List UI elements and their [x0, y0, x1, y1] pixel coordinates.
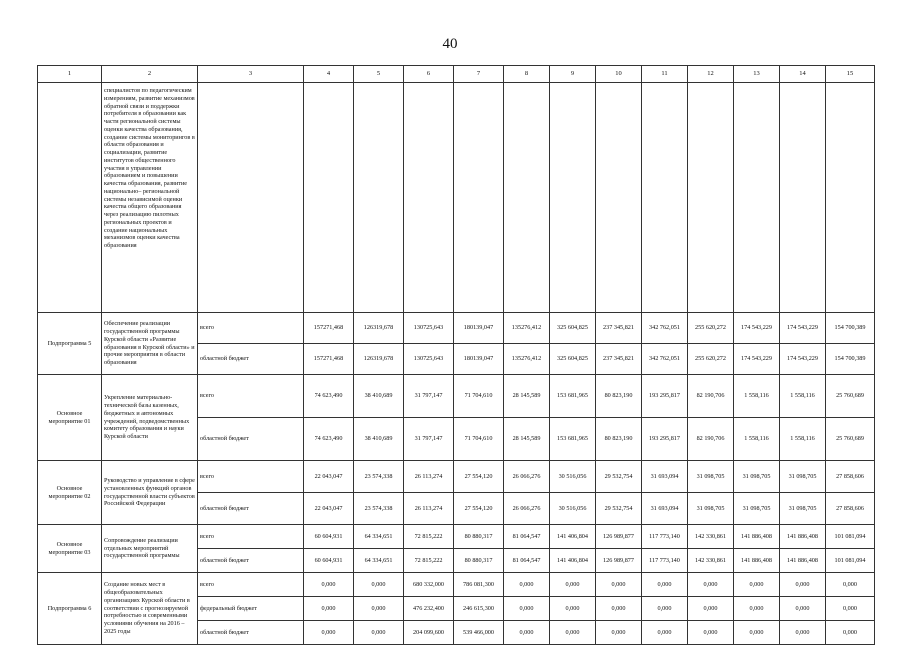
- value-cell: 0,000: [304, 597, 354, 621]
- value-cell: 130725,643: [404, 313, 454, 344]
- empty-cell: [826, 83, 875, 313]
- value-cell: 82 190,706: [688, 375, 734, 418]
- value-cell: 28 145,589: [504, 418, 550, 461]
- value-cell: 153 681,965: [550, 418, 596, 461]
- value-cell: 26 066,276: [504, 461, 550, 493]
- value-cell: 0,000: [304, 573, 354, 597]
- value-cell: 153 681,965: [550, 375, 596, 418]
- funding-source: всего: [198, 375, 304, 418]
- value-cell: 31 693,094: [642, 493, 688, 525]
- column-header: 12: [688, 66, 734, 83]
- value-cell: 29 532,754: [596, 461, 642, 493]
- value-cell: 38 410,689: [354, 375, 404, 418]
- value-cell: 1 558,116: [734, 375, 780, 418]
- section-description: Руководство и управление в сфере установленных функций органов государственной власти субъектов Российской Федерации: [102, 461, 198, 525]
- value-cell: 31 098,705: [734, 461, 780, 493]
- value-cell: 0,000: [826, 573, 875, 597]
- value-cell: 72 815,222: [404, 525, 454, 549]
- empty-cell: [198, 83, 304, 313]
- value-cell: 141 886,408: [780, 525, 826, 549]
- value-cell: 71 704,610: [454, 375, 504, 418]
- column-header: 5: [354, 66, 404, 83]
- section-label: Подпрограмма 6: [38, 573, 102, 645]
- value-cell: 126 989,877: [596, 525, 642, 549]
- section-description: Укрепление материально-технической базы казенных, бюджетных и автономных учреждений, подведомственных комитету образования и науки Курской области: [102, 375, 198, 461]
- empty-cell: [550, 83, 596, 313]
- value-cell: 101 081,094: [826, 549, 875, 573]
- column-header: 9: [550, 66, 596, 83]
- value-cell: 26 066,276: [504, 493, 550, 525]
- table-row: [38, 313, 875, 344]
- value-cell: 0,000: [826, 621, 875, 645]
- value-cell: 130725,643: [404, 344, 454, 375]
- value-cell: 0,000: [642, 597, 688, 621]
- value-cell: 135276,412: [504, 313, 550, 344]
- value-cell: 117 773,140: [642, 549, 688, 573]
- budget-table: [37, 65, 875, 645]
- value-cell: 80 823,190: [596, 375, 642, 418]
- value-cell: 0,000: [826, 597, 875, 621]
- section-label: Основное мероприятие 02: [38, 461, 102, 525]
- value-cell: 0,000: [780, 597, 826, 621]
- value-cell: 157271,468: [304, 313, 354, 344]
- column-header: 3: [198, 66, 304, 83]
- value-cell: 141 406,804: [550, 549, 596, 573]
- value-cell: 74 623,490: [304, 418, 354, 461]
- value-cell: 325 604,825: [550, 313, 596, 344]
- column-header: 13: [734, 66, 780, 83]
- value-cell: 193 295,817: [642, 418, 688, 461]
- value-cell: 786 081,300: [454, 573, 504, 597]
- value-cell: 26 113,274: [404, 493, 454, 525]
- value-cell: 237 345,821: [596, 313, 642, 344]
- value-cell: 23 574,338: [354, 493, 404, 525]
- funding-source: областной бюджет: [198, 344, 304, 375]
- row-label: [38, 83, 102, 313]
- column-header: 7: [454, 66, 504, 83]
- funding-source: областной бюджет: [198, 418, 304, 461]
- value-cell: 193 295,817: [642, 375, 688, 418]
- section-label: Основное мероприятие 01: [38, 375, 102, 461]
- value-cell: 126 989,877: [596, 549, 642, 573]
- value-cell: 0,000: [550, 573, 596, 597]
- column-header: 2: [102, 66, 198, 83]
- row-description: специалистов по педагогическим измерениям, развитие механизмов обратной связи и поддержки потребителя в образовании как части региональной системы оценки качества образования, создание системы мониторингов в области образования и социализации, развитие институтов общественного участия в управлении образованием и повышении качества образования, развитие национально– региональной системы независимой оценки качества общего образования через реализацию пилотных региональных проектов и создание национальных механизмов оценки качества образования: [102, 83, 198, 313]
- value-cell: 25 760,689: [826, 375, 875, 418]
- value-cell: 74 623,490: [304, 375, 354, 418]
- column-header: 11: [642, 66, 688, 83]
- value-cell: 0,000: [354, 621, 404, 645]
- value-cell: 27 858,606: [826, 461, 875, 493]
- value-cell: 174 543,229: [780, 344, 826, 375]
- value-cell: 154 700,389: [826, 313, 875, 344]
- value-cell: 680 332,000: [404, 573, 454, 597]
- table-row: [38, 573, 875, 597]
- value-cell: 476 232,400: [404, 597, 454, 621]
- column-header: 6: [404, 66, 454, 83]
- section-label: Основное мероприятие 03: [38, 525, 102, 573]
- empty-cell: [304, 83, 354, 313]
- value-cell: 0,000: [734, 573, 780, 597]
- value-cell: 27 858,606: [826, 493, 875, 525]
- funding-source: областной бюджет: [198, 493, 304, 525]
- value-cell: 180139,047: [454, 313, 504, 344]
- column-header: 1: [38, 66, 102, 83]
- value-cell: 117 773,140: [642, 525, 688, 549]
- value-cell: 0,000: [642, 621, 688, 645]
- value-cell: 0,000: [354, 597, 404, 621]
- value-cell: 0,000: [504, 621, 550, 645]
- value-cell: 80 880,317: [454, 549, 504, 573]
- value-cell: 141 406,804: [550, 525, 596, 549]
- column-header: 8: [504, 66, 550, 83]
- value-cell: 246 615,300: [454, 597, 504, 621]
- value-cell: 64 334,651: [354, 525, 404, 549]
- value-cell: 23 574,338: [354, 461, 404, 493]
- value-cell: 80 880,317: [454, 525, 504, 549]
- value-cell: 0,000: [734, 621, 780, 645]
- value-cell: 1 558,116: [780, 375, 826, 418]
- value-cell: 0,000: [504, 573, 550, 597]
- funding-source: всего: [198, 525, 304, 549]
- value-cell: 71 704,610: [454, 418, 504, 461]
- value-cell: 31 693,094: [642, 461, 688, 493]
- column-header: 4: [304, 66, 354, 83]
- value-cell: 26 113,274: [404, 461, 454, 493]
- value-cell: 1 558,116: [734, 418, 780, 461]
- section-label: Подпрограмма 5: [38, 313, 102, 375]
- value-cell: 142 330,861: [688, 549, 734, 573]
- value-cell: 31 098,705: [780, 461, 826, 493]
- table-row: [38, 461, 875, 493]
- empty-cell: [354, 83, 404, 313]
- value-cell: 31 797,147: [404, 375, 454, 418]
- value-cell: 0,000: [596, 597, 642, 621]
- value-cell: 0,000: [688, 597, 734, 621]
- value-cell: 126319,678: [354, 344, 404, 375]
- funding-source: областной бюджет: [198, 621, 304, 645]
- value-cell: 101 081,094: [826, 525, 875, 549]
- value-cell: 31 098,705: [734, 493, 780, 525]
- value-cell: 25 760,689: [826, 418, 875, 461]
- value-cell: 141 886,408: [780, 549, 826, 573]
- section-description: Создание новых мест в общеобразовательных организациях Курской области в соответствии с прогнозируемой потребностью и современными условиями обучения на 2016 – 2025 годы: [102, 573, 198, 645]
- funding-source: областной бюджет: [198, 549, 304, 573]
- value-cell: 31 098,705: [688, 493, 734, 525]
- value-cell: 255 620,272: [688, 344, 734, 375]
- page-number: 40: [442, 36, 458, 52]
- value-cell: 27 554,120: [454, 461, 504, 493]
- value-cell: 22 043,047: [304, 493, 354, 525]
- table-row: [38, 375, 875, 418]
- value-cell: 0,000: [504, 597, 550, 621]
- section-description: Обеспечение реализации государственной программы Курской области «Развитие образования в Курской области» и прочие мероприятия в области образования: [102, 313, 198, 375]
- header-row: [38, 66, 875, 83]
- continuation-row: [38, 83, 875, 313]
- value-cell: 81 064,547: [504, 549, 550, 573]
- value-cell: 0,000: [734, 597, 780, 621]
- value-cell: 72 815,222: [404, 549, 454, 573]
- value-cell: 64 334,651: [354, 549, 404, 573]
- value-cell: 0,000: [688, 621, 734, 645]
- value-cell: 0,000: [780, 573, 826, 597]
- funding-source: всего: [198, 313, 304, 344]
- column-header: 14: [780, 66, 826, 83]
- value-cell: 80 823,190: [596, 418, 642, 461]
- value-cell: 237 345,821: [596, 344, 642, 375]
- value-cell: 27 554,120: [454, 493, 504, 525]
- value-cell: 539 466,000: [454, 621, 504, 645]
- value-cell: 325 604,825: [550, 344, 596, 375]
- value-cell: 342 762,051: [642, 313, 688, 344]
- empty-cell: [504, 83, 550, 313]
- value-cell: 342 762,051: [642, 344, 688, 375]
- value-cell: 0,000: [550, 621, 596, 645]
- value-cell: 29 532,754: [596, 493, 642, 525]
- value-cell: 38 410,689: [354, 418, 404, 461]
- value-cell: 174 543,229: [734, 313, 780, 344]
- value-cell: 60 604,931: [304, 549, 354, 573]
- value-cell: 180139,047: [454, 344, 504, 375]
- column-header: 10: [596, 66, 642, 83]
- empty-cell: [688, 83, 734, 313]
- value-cell: 0,000: [688, 573, 734, 597]
- value-cell: 141 886,408: [734, 525, 780, 549]
- value-cell: 31 797,147: [404, 418, 454, 461]
- value-cell: 30 516,056: [550, 493, 596, 525]
- table-row: [38, 525, 875, 549]
- empty-cell: [404, 83, 454, 313]
- value-cell: 126319,678: [354, 313, 404, 344]
- value-cell: 0,000: [304, 621, 354, 645]
- value-cell: 28 145,589: [504, 375, 550, 418]
- funding-source: федеральный бюджет: [198, 597, 304, 621]
- value-cell: 157271,468: [304, 344, 354, 375]
- value-cell: 82 190,706: [688, 418, 734, 461]
- section-description: Сопровождение реализации отдельных мероприятий государственной программы: [102, 525, 198, 573]
- empty-cell: [454, 83, 504, 313]
- value-cell: 0,000: [596, 573, 642, 597]
- value-cell: 22 043,047: [304, 461, 354, 493]
- value-cell: 31 098,705: [780, 493, 826, 525]
- value-cell: 154 700,389: [826, 344, 875, 375]
- value-cell: 141 886,408: [734, 549, 780, 573]
- value-cell: 0,000: [596, 621, 642, 645]
- value-cell: 142 330,861: [688, 525, 734, 549]
- value-cell: 174 543,229: [780, 313, 826, 344]
- value-cell: 81 064,547: [504, 525, 550, 549]
- funding-source: всего: [198, 573, 304, 597]
- value-cell: 60 604,931: [304, 525, 354, 549]
- empty-cell: [780, 83, 826, 313]
- value-cell: 135276,412: [504, 344, 550, 375]
- value-cell: 31 098,705: [688, 461, 734, 493]
- value-cell: 0,000: [354, 573, 404, 597]
- empty-cell: [596, 83, 642, 313]
- empty-cell: [734, 83, 780, 313]
- value-cell: 0,000: [550, 597, 596, 621]
- empty-cell: [642, 83, 688, 313]
- value-cell: 255 620,272: [688, 313, 734, 344]
- value-cell: 1 558,116: [780, 418, 826, 461]
- value-cell: 174 543,229: [734, 344, 780, 375]
- column-header: 15: [826, 66, 875, 83]
- value-cell: 0,000: [642, 573, 688, 597]
- value-cell: 204 099,600: [404, 621, 454, 645]
- funding-source: всего: [198, 461, 304, 493]
- value-cell: 30 516,056: [550, 461, 596, 493]
- value-cell: 0,000: [780, 621, 826, 645]
